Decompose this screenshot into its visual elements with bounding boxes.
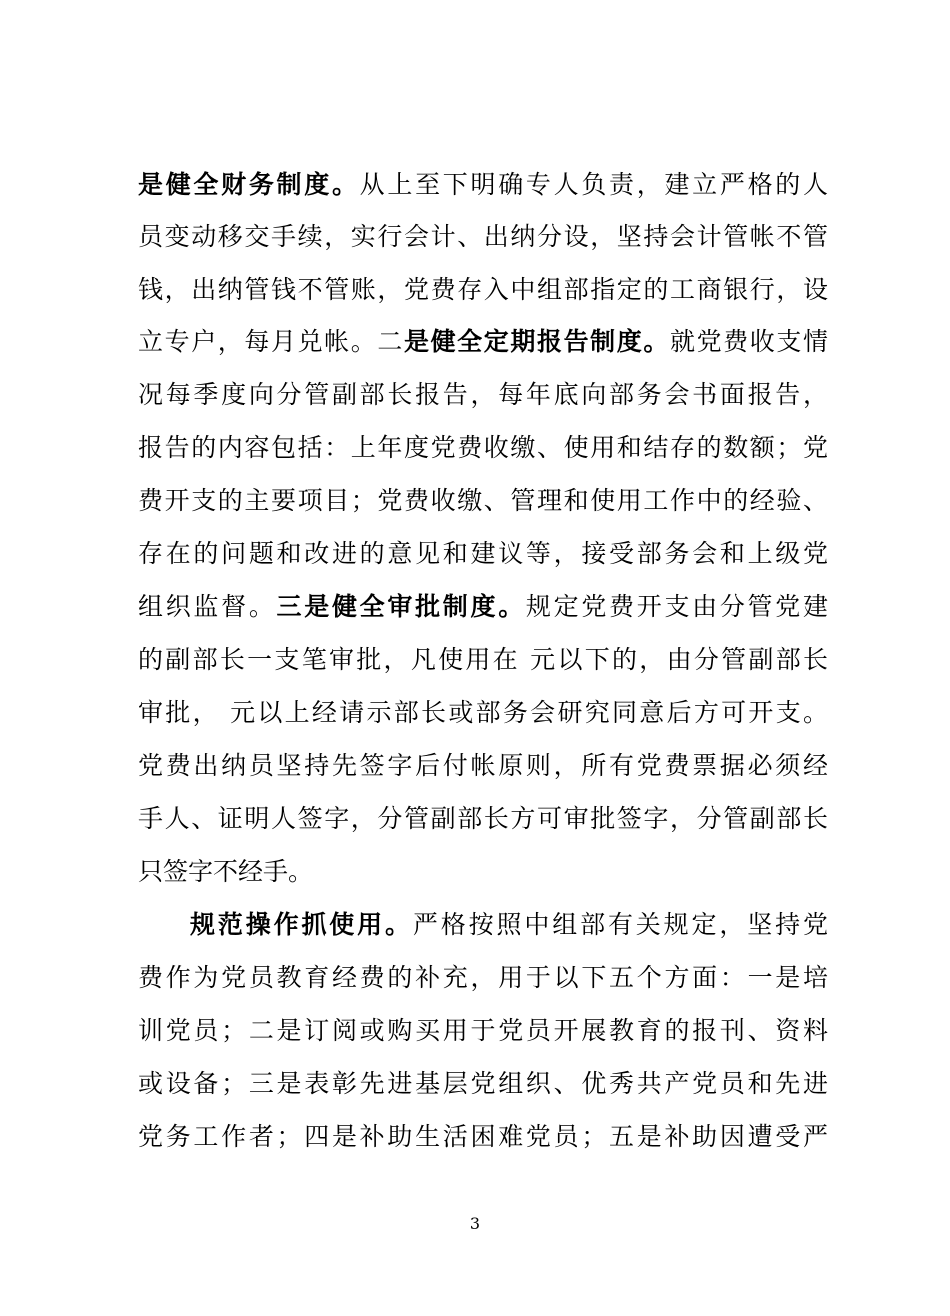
text-span: 规定党费开支由分管党建	[525, 592, 828, 621]
text-span: 的副部长一支笔审批，凡使用在 元以下的，由分管副部长	[138, 645, 828, 674]
text-line	[138, 961, 828, 995]
text-line	[138, 749, 828, 783]
bold-heading-text: 是健全财务制度。	[138, 170, 360, 199]
text-line	[138, 325, 828, 359]
text-line	[138, 802, 828, 836]
text-line	[138, 168, 828, 202]
text-line	[138, 431, 828, 465]
bold-heading-text: 规范操作抓使用。	[190, 910, 413, 939]
text-span: 费开支的主要项目；党费收缴、管理和使用工作中的经验、	[138, 486, 828, 515]
text-line	[138, 643, 828, 677]
text-span: 就党费收支情	[669, 327, 828, 356]
text-line	[138, 1014, 828, 1048]
text-span: 员变动移交手续，实行会计、出纳分设，坚持会计管帐不管	[138, 222, 828, 251]
text-span: 训党员；二是订阅或购买用于党员开展教育的报刊、资料	[138, 1016, 828, 1045]
text-span: 从上至下明确专人负责，建立严格的人	[359, 170, 828, 199]
text-span: 审批， 元以上经请示部长或部务会研究同意后方可开支。	[138, 698, 828, 727]
text-line	[138, 378, 828, 412]
text-line	[138, 484, 828, 518]
text-span: 报告的内容包括：上年度党费收缴、使用和结存的数额；党	[138, 433, 828, 462]
text-line	[138, 220, 828, 254]
text-line	[138, 1120, 828, 1154]
text-line	[138, 590, 828, 624]
text-span: 只签字不经手。	[138, 857, 314, 886]
text-span: 组织监督。	[138, 592, 277, 621]
text-span: 钱，出纳管钱不管账，党费存入中组部指定的工商银行，设	[138, 275, 828, 304]
text-span: 或设备；三是表彰先进基层党组织、优秀共产党员和先进	[138, 1069, 828, 1098]
text-line	[138, 696, 828, 730]
text-span: 党务工作者；四是补助生活困难党员；五是补助因遭受严	[138, 1122, 828, 1151]
text-span: 党费出纳员坚持先签字后付帐原则，所有党费票据必须经	[138, 751, 828, 780]
text-span: 手人、证明人签字，分管副部长方可审批签字，分管副部长	[138, 804, 828, 833]
bold-heading-text: 是健全定期报告制度。	[403, 327, 670, 356]
text-span: 严格按照中组部有关规定，坚持党	[412, 910, 828, 939]
text-span: 费作为党员教育经费的补充，用于以下五个方面：一是培	[138, 963, 828, 992]
text-line	[138, 273, 828, 307]
text-line	[138, 855, 828, 889]
text-line	[138, 1067, 828, 1101]
text-span: 立专户，每月兑帐。二	[138, 327, 404, 356]
text-span: 存在的问题和改进的意见和建议等，接受部务会和上级党	[138, 539, 828, 568]
text-line	[190, 908, 828, 942]
text-span: 况每季度向分管副部长报告，每年底向部务会书面报告，	[138, 380, 828, 409]
bold-heading-text: 三是健全审批制度。	[276, 592, 526, 621]
text-line	[138, 537, 828, 571]
page-number: 3	[469, 1214, 481, 1233]
